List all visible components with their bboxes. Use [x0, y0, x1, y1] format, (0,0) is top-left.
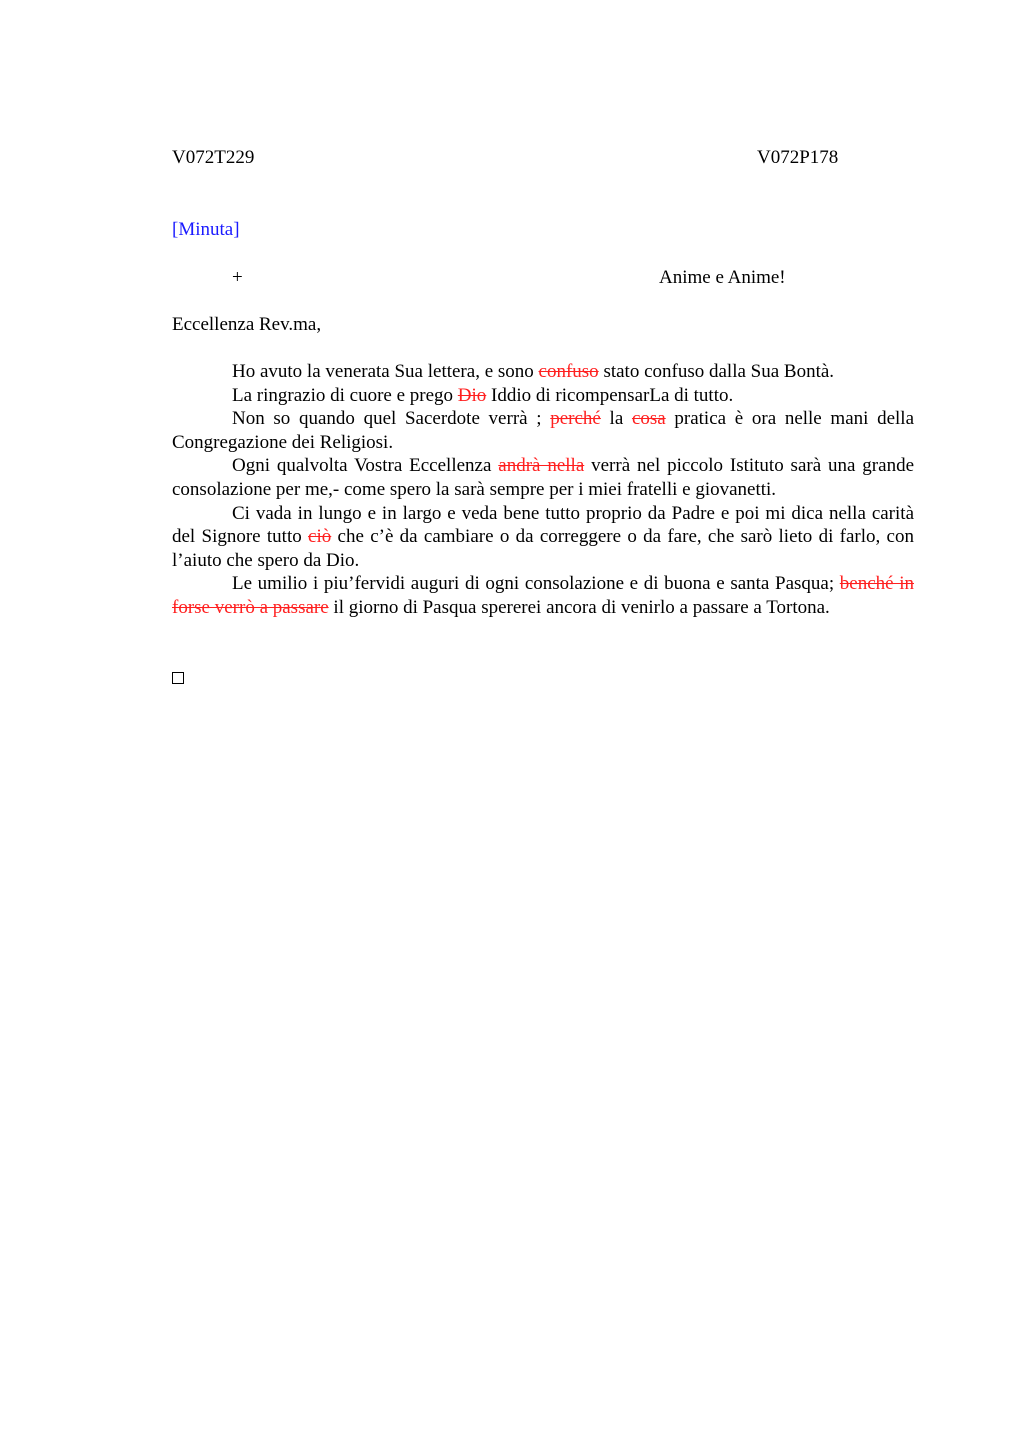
paragraph-5	[172, 502, 914, 573]
text-run: Non so quando quel Sacerdote verrà ;	[232, 408, 551, 430]
text-run: Ho avuto la venerata Sua lettera, e sono	[232, 361, 539, 382]
text-run: che c’è da cambiare o da correggere o da fare, che sarò lieto di farlo, con l’aiuto che spero da Dio.	[172, 526, 914, 571]
document-code-right: V072P178	[757, 147, 839, 168]
text-run: stato confuso dalla Sua Bontà.	[598, 361, 835, 382]
paragraph-1	[172, 360, 914, 384]
text-run: la	[600, 408, 632, 430]
text-run: il giorno di Pasqua spererei ancora di venirlo a passare a Tortona.	[328, 596, 830, 618]
deleted-text: ciò	[308, 526, 332, 548]
letter-body	[172, 360, 914, 620]
paragraph-6	[172, 572, 914, 619]
deleted-text: confuso	[538, 361, 599, 382]
text-run: Ci vada in lungo e in largo e veda bene tutto proprio da Padre e poi mi dica nella carità del Signore tutto	[172, 502, 914, 548]
text-run: pratica è ora nelle mani della Congregazione dei Religiosi.	[172, 408, 915, 453]
document-code-left: V072T229	[172, 147, 255, 168]
text-run: verrà nel piccolo Istituto sarà una grande consolazione per me,- come spero la sarà sempre per i miei fratelli e giovanetti.	[172, 455, 914, 500]
end-square-icon	[172, 672, 184, 684]
deleted-text: cosa	[631, 408, 666, 430]
paragraph-4	[172, 454, 914, 501]
deleted-text: benché in forse verrò a passare	[172, 573, 914, 618]
paragraph-3	[172, 407, 914, 454]
text-run: Iddio di ricompensarLa di tutto.	[486, 384, 734, 406]
cross-symbol: +	[232, 267, 243, 288]
paragraph-2	[172, 384, 914, 408]
deleted-text: perché	[550, 408, 601, 430]
text-run: Ogni qualvolta Vostra Eccellenza	[232, 455, 499, 477]
motto: Anime e Anime!	[659, 267, 786, 288]
deleted-text: andrà nella	[498, 455, 585, 477]
minuta-label: [Minuta]	[172, 219, 240, 240]
text-run: Le umilio i piu’fervidi auguri di ogni consolazione e di buona e santa Pasqua;	[232, 573, 840, 595]
salutation: Eccellenza Rev.ma,	[172, 314, 322, 335]
deleted-text: Dio	[457, 384, 487, 406]
text-run: La ringrazio di cuore e prego	[232, 384, 458, 406]
